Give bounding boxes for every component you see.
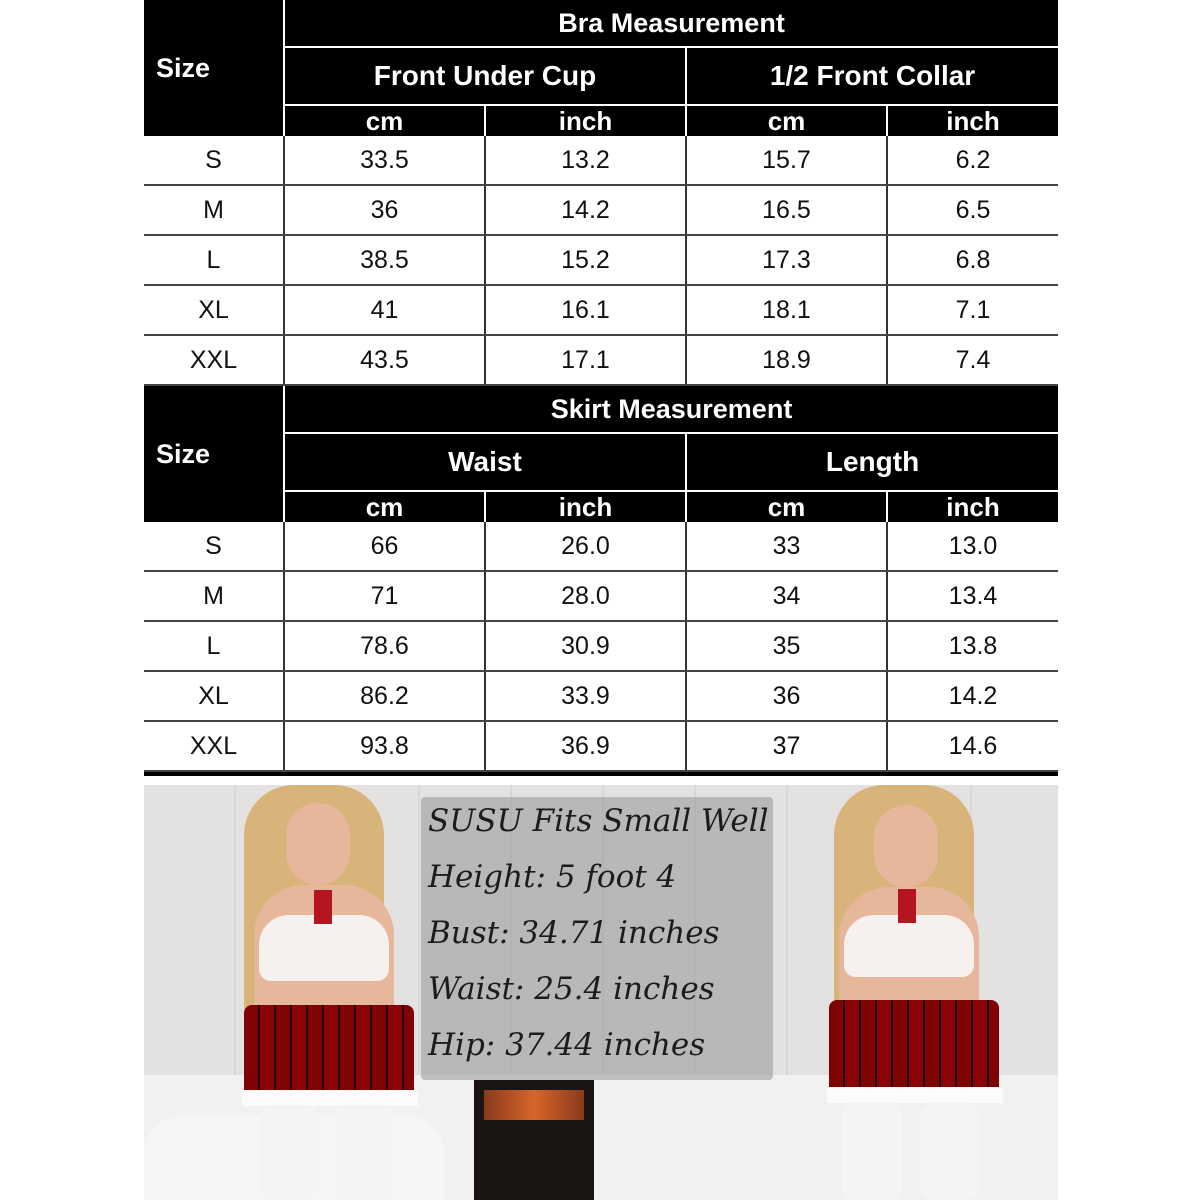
value-cell: 7.1 bbox=[887, 285, 1058, 335]
value-cell: 17.1 bbox=[485, 335, 686, 385]
value-cell: 14.6 bbox=[887, 721, 1058, 771]
value-cell: 38.5 bbox=[284, 235, 485, 285]
group-header-front-under-cup: Front Under Cup bbox=[284, 47, 686, 105]
unit-header: inch bbox=[887, 491, 1058, 522]
value-cell: 15.7 bbox=[686, 136, 887, 185]
model-fit-note: SUSU Fits Small Well bbox=[428, 803, 769, 839]
value-cell: 66 bbox=[284, 522, 485, 571]
value-cell: 78.6 bbox=[284, 621, 485, 671]
table-row bbox=[144, 621, 1058, 671]
size-cell: XL bbox=[144, 285, 284, 335]
model-info-panel bbox=[421, 797, 773, 1080]
model-height: Height: 5 foot 4 bbox=[428, 859, 677, 895]
value-cell: 33 bbox=[686, 522, 887, 571]
value-cell: 13.8 bbox=[887, 621, 1058, 671]
table-row bbox=[144, 522, 1058, 571]
table-row bbox=[144, 671, 1058, 721]
value-cell: 13.2 bbox=[485, 136, 686, 185]
size-header: Size bbox=[144, 386, 284, 522]
value-cell: 86.2 bbox=[284, 671, 485, 721]
size-cell: L bbox=[144, 621, 284, 671]
table-row bbox=[144, 285, 1058, 335]
unit-header: cm bbox=[284, 105, 485, 136]
model-waist: Waist: 25.4 inches bbox=[428, 971, 715, 1007]
bra-measurement-table bbox=[144, 0, 1058, 386]
table-row bbox=[144, 571, 1058, 621]
unit-header: inch bbox=[887, 105, 1058, 136]
photo-fire bbox=[484, 1090, 584, 1120]
value-cell: 14.2 bbox=[485, 185, 686, 235]
value-cell: 36 bbox=[284, 185, 485, 235]
skirt-measurement-table bbox=[144, 386, 1058, 772]
size-cell: L bbox=[144, 235, 284, 285]
table-row bbox=[144, 185, 1058, 235]
unit-header: cm bbox=[686, 491, 887, 522]
value-cell: 13.0 bbox=[887, 522, 1058, 571]
unit-header: cm bbox=[686, 105, 887, 136]
unit-header: cm bbox=[284, 491, 485, 522]
value-cell: 71 bbox=[284, 571, 485, 621]
value-cell: 33.9 bbox=[485, 671, 686, 721]
model-figure-right bbox=[784, 785, 1044, 1200]
size-cell: XXL bbox=[144, 721, 284, 771]
value-cell: 30.9 bbox=[485, 621, 686, 671]
size-cell: M bbox=[144, 185, 284, 235]
size-chart bbox=[144, 0, 1058, 776]
value-cell: 93.8 bbox=[284, 721, 485, 771]
value-cell: 36.9 bbox=[485, 721, 686, 771]
size-cell: M bbox=[144, 571, 284, 621]
size-cell: S bbox=[144, 136, 284, 185]
group-header-waist: Waist bbox=[284, 433, 686, 491]
value-cell: 36 bbox=[686, 671, 887, 721]
value-cell: 34 bbox=[686, 571, 887, 621]
model-hip: Hip: 37.44 inches bbox=[428, 1027, 706, 1063]
table-row bbox=[144, 335, 1058, 385]
size-cell: S bbox=[144, 522, 284, 571]
model-bust: Bust: 34.71 inches bbox=[428, 915, 720, 951]
unit-header: inch bbox=[485, 105, 686, 136]
table-row bbox=[144, 721, 1058, 771]
table-title: Bra Measurement bbox=[284, 0, 1058, 47]
size-cell: XL bbox=[144, 671, 284, 721]
value-cell: 7.4 bbox=[887, 335, 1058, 385]
value-cell: 6.2 bbox=[887, 136, 1058, 185]
value-cell: 18.1 bbox=[686, 285, 887, 335]
value-cell: 6.8 bbox=[887, 235, 1058, 285]
value-cell: 43.5 bbox=[284, 335, 485, 385]
value-cell: 16.1 bbox=[485, 285, 686, 335]
value-cell: 41 bbox=[284, 285, 485, 335]
table-bottom-rule bbox=[144, 772, 1058, 776]
table-title: Skirt Measurement bbox=[284, 386, 1058, 433]
value-cell: 14.2 bbox=[887, 671, 1058, 721]
value-cell: 18.9 bbox=[686, 335, 887, 385]
value-cell: 33.5 bbox=[284, 136, 485, 185]
value-cell: 6.5 bbox=[887, 185, 1058, 235]
unit-header: inch bbox=[485, 491, 686, 522]
value-cell: 17.3 bbox=[686, 235, 887, 285]
value-cell: 28.0 bbox=[485, 571, 686, 621]
value-cell: 13.4 bbox=[887, 571, 1058, 621]
value-cell: 16.5 bbox=[686, 185, 887, 235]
table-row bbox=[144, 235, 1058, 285]
table-row bbox=[144, 136, 1058, 185]
group-header-length: Length bbox=[686, 433, 1058, 491]
value-cell: 37 bbox=[686, 721, 887, 771]
size-cell: XXL bbox=[144, 335, 284, 385]
value-cell: 15.2 bbox=[485, 235, 686, 285]
size-header: Size bbox=[144, 0, 284, 136]
value-cell: 26.0 bbox=[485, 522, 686, 571]
group-header-front-collar: 1/2 Front Collar bbox=[686, 47, 1058, 105]
value-cell: 35 bbox=[686, 621, 887, 671]
